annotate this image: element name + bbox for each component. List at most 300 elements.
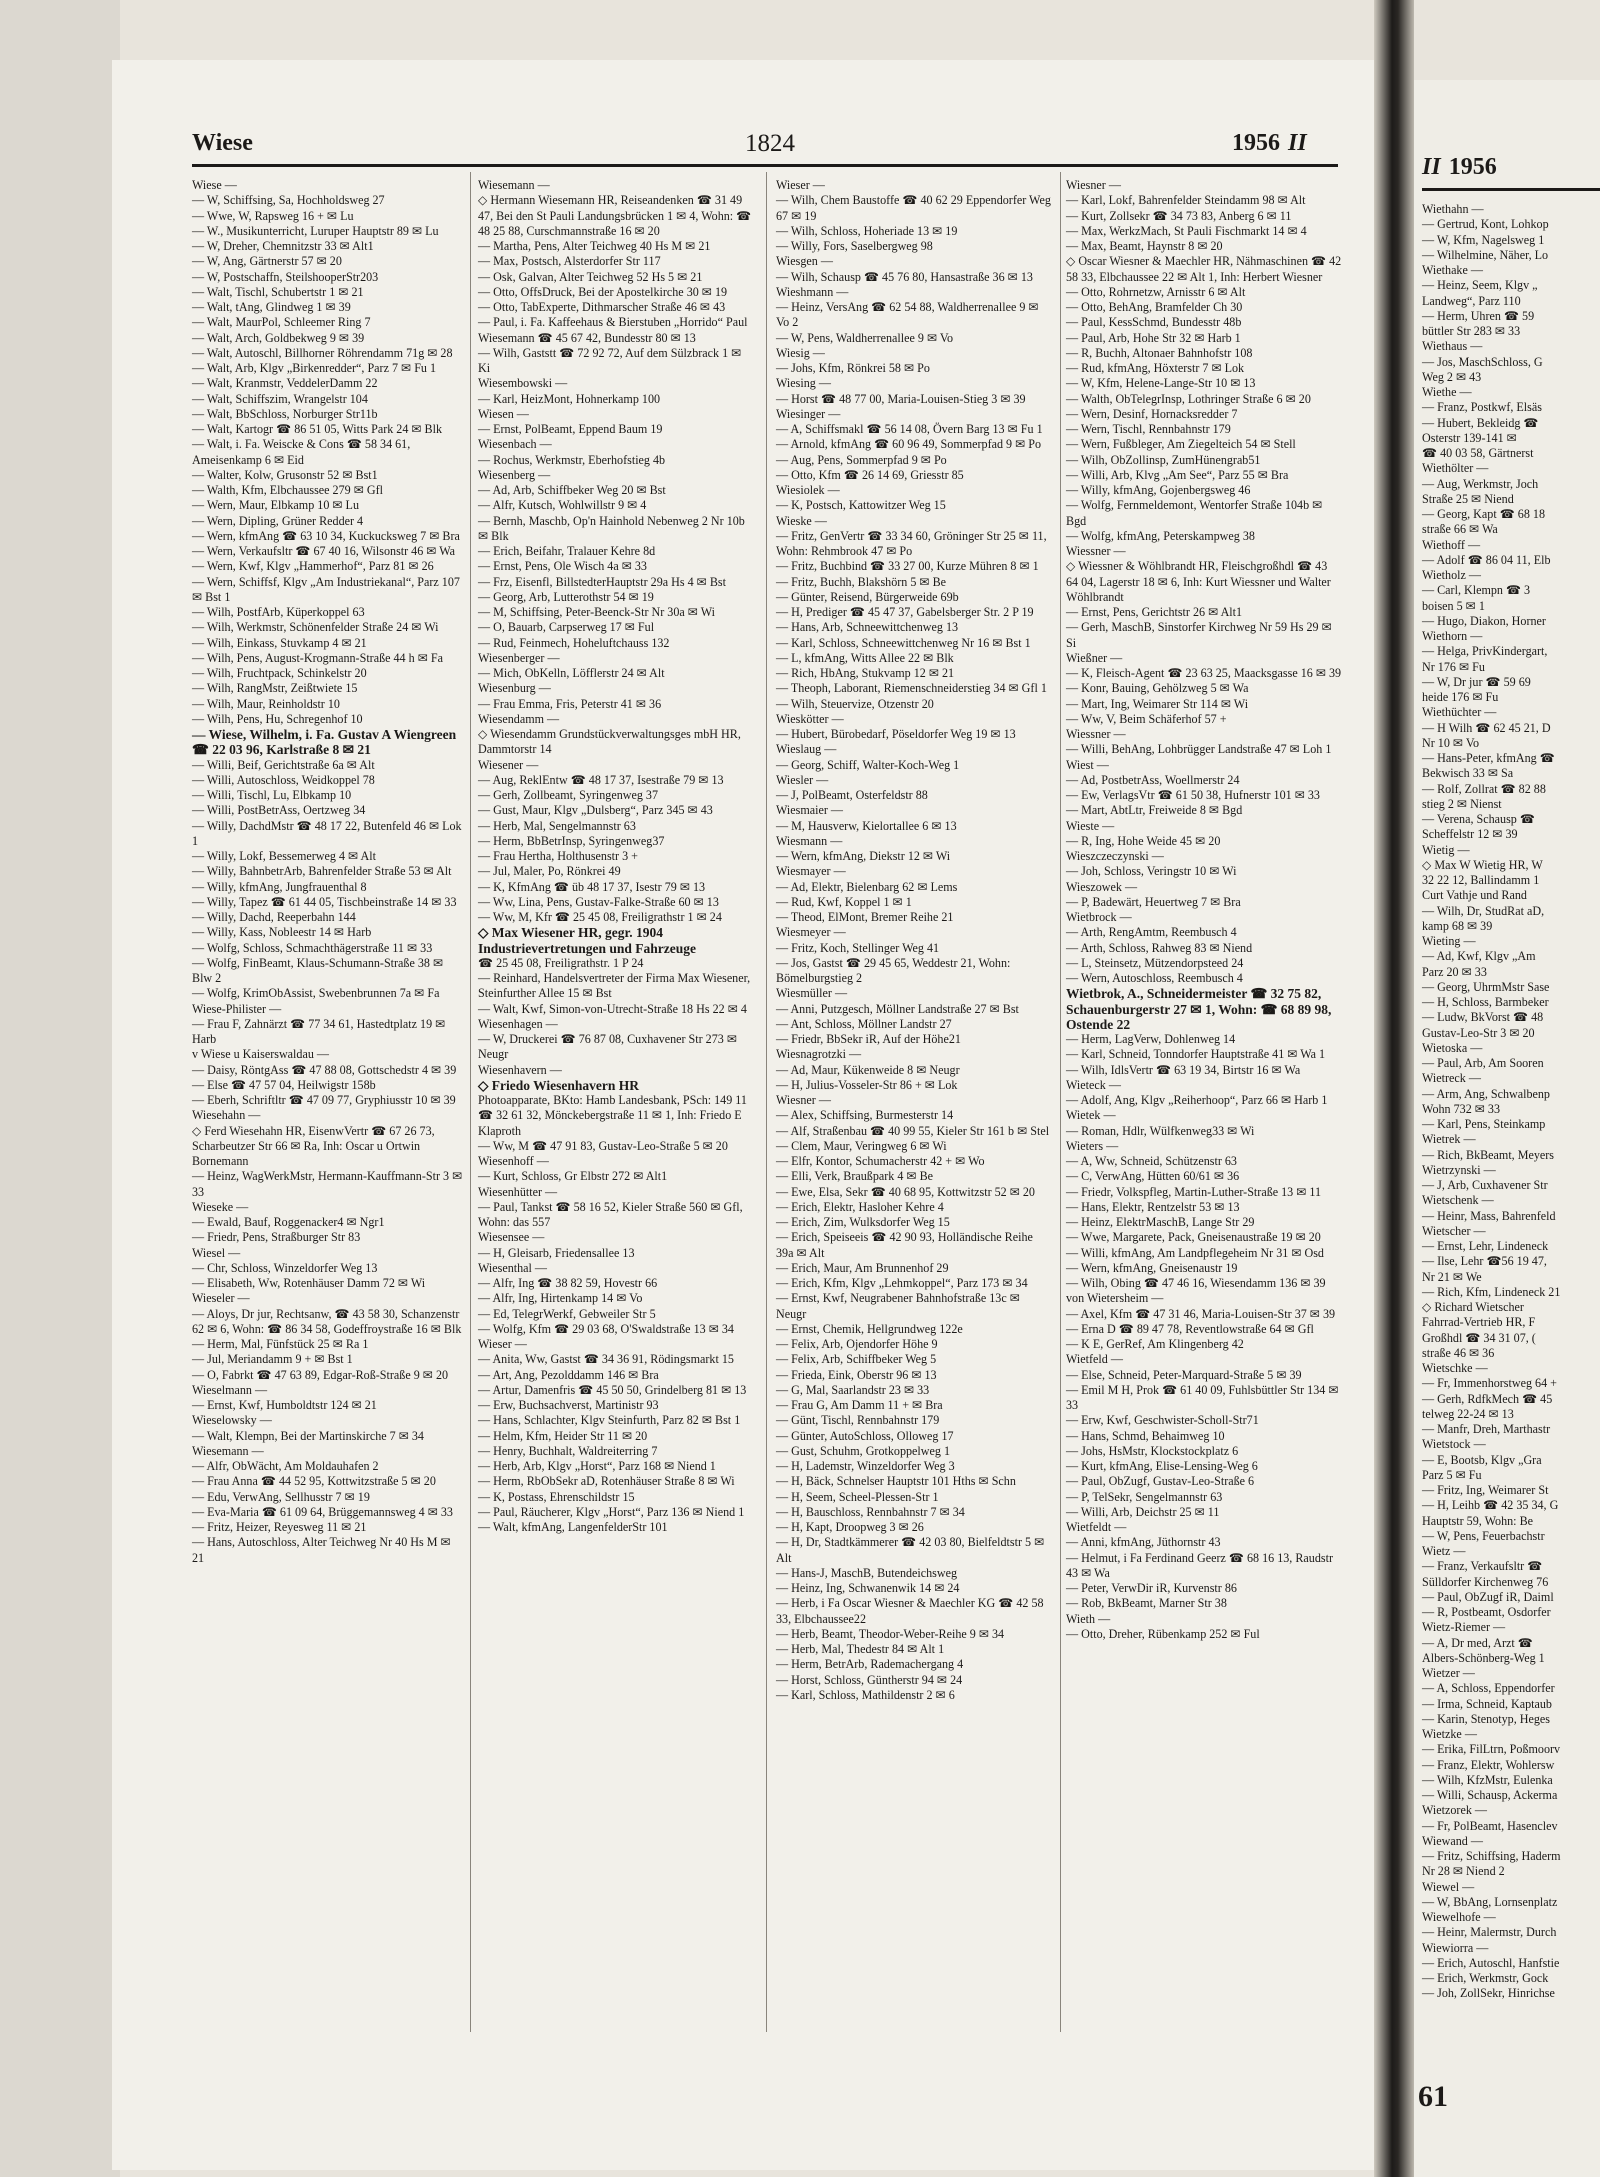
directory-entry: — Willi, kfmAng, Am Landpflegeheim Nr 31 ✉ Osd	[1066, 1245, 1324, 1260]
directory-entry: Wiesemann —	[478, 178, 550, 192]
directory-entry: — Gerh, MaschB, Sinstorfer Kirchweg Nr 59 Hs 29 ✉ Si	[1066, 620, 1332, 650]
directory-entry: — R, Buchh, Altonaer Bahnhofstr 108	[1066, 345, 1253, 360]
directory-entry: — Hans, Autoschloss, Alter Teichweg Nr 40 Hs M ✉ 21	[192, 1535, 451, 1565]
directory-entry: — Otto, Dreher, Rübenkamp 252 ✉ Ful	[1066, 1626, 1260, 1641]
directory-entry: — Max, Postsch, Alsterdorfer Str 117	[478, 254, 661, 269]
directory-entry: — W, Pens, Feuerbachstr	[1422, 1528, 1545, 1543]
directory-entry: — Heinz, Seem, Klgv „	[1422, 278, 1538, 293]
directory-entry: Wiethölter —	[1422, 461, 1489, 476]
directory-entry: — Gerh, Zollbeamt, Syringenweg 37	[478, 788, 659, 802]
directory-entry: — Ad, Elektr, Bielenbarg 62 ✉ Lems	[776, 879, 958, 894]
directory-entry: Wietoska —	[1422, 1040, 1483, 1055]
directory-entry: — Herb, Mal, Thedestr 84 ✉ Alt 1	[776, 1642, 945, 1656]
directory-entry: — Walth, Kfm, Elbchaussee 279 ✉ Gfl	[192, 483, 383, 497]
directory-entry: Wietreck —	[1422, 1071, 1481, 1086]
directory-entry: Wietfeldt —	[1066, 1520, 1127, 1534]
directory-entry: — O, Bauarb, Carpserweg 17 ✉ Ful	[478, 620, 655, 635]
directory-entry: Wiesel —	[192, 1245, 241, 1260]
directory-entry: — Wilh, Werkmstr, Schönenfelder Straße 24 ✉ Wi	[192, 620, 439, 635]
directory-entry: — Erich, Zim, Wulksdorfer Weg 15	[776, 1215, 950, 1229]
directory-entry: — Adolf, Ang, Klgv „Reiherhoop“, Parz 66 ✉ Harb 1	[1066, 1093, 1328, 1107]
directory-entry: — Fr, Immenhorstweg 64 +	[1422, 1376, 1557, 1391]
directory-entry: — Paul, ObZugf iR, Daiml	[1422, 1589, 1554, 1604]
directory-entry: — Fritz, GenVertr ☎ 33 34 60, Gröninger Str 25 ✉ 11, Wohn: Rehmbrook 47 ✉ Po	[776, 528, 1047, 558]
directory-entry: — Wern, Schiffsf, Klgv „Am Industriekanal“, Parz 107 ✉ Bst 1	[192, 574, 460, 604]
directory-entry: — Wolfg, Kfm ☎ 29 03 68, O'Swaldstraße 13 ✉ 34	[478, 1321, 734, 1336]
directory-entry: 32 22 12, Ballindamm 1	[1422, 873, 1540, 887]
directory-entry: — Herm, LagVerw, Dohlenweg 14	[1066, 1032, 1236, 1046]
directory-entry: — Irma, Schneid, Kaptaub	[1422, 1696, 1552, 1711]
directory-entry: — Walt, Arb, Klgv „Birkenredder“, Parz 7 ✉ Fu 1	[192, 361, 437, 375]
directory-entry: — Gertrud, Kont, Lohkop	[1422, 217, 1549, 232]
directory-entry: — Erw, Buchsachverst, Martinistr 93	[478, 1398, 659, 1412]
directory-entry: — Walt, kfmAng, LangenfelderStr 101	[478, 1520, 668, 1534]
directory-entry: — L, Steinsetz, Mützendorpsteed 24	[1066, 955, 1244, 970]
page-header-year	[1232, 130, 1307, 157]
next-page-footer: 61	[1418, 2080, 1448, 2113]
directory-entry: Wiesmann —	[776, 833, 843, 848]
directory-entry: — Frau Anna ☎ 44 52 95, Kottwitzstraße 5 ✉ 20	[192, 1474, 436, 1489]
directory-entry: — K, Fleisch-Agent ☎ 23 63 25, Maacksgasse 16 ✉ 39	[1066, 666, 1342, 680]
directory-entry: — Artur, Damenfris ☎ 45 50 50, Grindelberg 81 ✉ 13	[478, 1382, 747, 1397]
directory-entry: — Reinhard, Handelsvertreter der Firma Max Wiesener, Steinfurther Allee 15 ✉ Bst	[478, 971, 751, 1001]
directory-entry: — Willy, BahnbetrArb, Bahrenfelder Straße 53 ✉ Alt	[192, 864, 452, 879]
directory-entry: Wietbrok, A., Schneidermeister ☎ 32 75 82, Schauenburgerstr 27 ✉ 1, Wohn: ☎ 68 89 98, Ostende 22	[1066, 986, 1332, 1032]
directory-entry: — Hans, Arb, Schneewittchenweg 13	[776, 620, 959, 635]
directory-entry: — Willy, Fors, Saselbergweg 98	[776, 239, 933, 253]
directory-entry: — Willy, DachdMstr ☎ 48 17 22, Butenfeld 46 ✉ Lok 1	[192, 818, 462, 848]
directory-entry: — Walt, Schiffszim, Wrangelstr 104	[192, 391, 368, 406]
directory-entry: — W, BbAng, Lornsenplatz	[1422, 1894, 1558, 1909]
directory-entry: — Otto, TabExperte, Dithmarscher Straße 46 ✉ 43	[478, 300, 726, 314]
directory-entry: Wiethe —	[1422, 385, 1472, 399]
directory-entry: — Ewe, Elsa, Sekr ☎ 40 68 95, Kottwitzstr 52 ✉ 20	[776, 1184, 1035, 1199]
directory-entry: — Franz, Postkwf, Elsäs	[1422, 400, 1542, 415]
directory-entry: Wiewel —	[1422, 1879, 1475, 1894]
directory-entry: — Fr, PolBeamt, Hasenclev	[1422, 1818, 1558, 1833]
directory-entry: — Ww, V, Beim Schäferhof 57 +	[1066, 711, 1227, 726]
directory-entry: — Frau F, Zahnärzt ☎ 77 34 61, Hastedtplatz 19 ✉ Harb	[192, 1016, 446, 1046]
directory-entry: Osterstr 139-141 ✉	[1422, 430, 1517, 445]
directory-entry: — Roman, Hdlr, Wülfkenweg33 ✉ Wi	[1066, 1123, 1255, 1138]
directory-entry: — Otto, BehAng, Bramfelder Ch 30	[1066, 300, 1243, 314]
directory-entry: Wieshmann —	[776, 284, 849, 299]
directory-entry: — Wolfg, Schloss, Schmachthägerstraße 11 ✉ 33	[192, 940, 433, 955]
directory-entry: — Clem, Maur, Veringweg 6 ✉ Wi	[776, 1138, 947, 1153]
directory-entry: — Walt, Arch, Goldbekweg 9 ✉ 39	[192, 330, 365, 345]
directory-entry: Wiethaus —	[1422, 339, 1483, 354]
directory-entry: — E, Bootsb, Klgv „Gra	[1422, 1452, 1542, 1467]
next-page-rule	[1422, 188, 1600, 191]
directory-entry: — Joh, Schloss, Veringstr 10 ✉ Wi	[1066, 864, 1237, 879]
directory-entry: — Rob, BkBeamt, Marner Str 38	[1066, 1596, 1227, 1611]
directory-entry: — Mart, Ing, Weimarer Str 114 ✉ Wi	[1066, 696, 1249, 711]
directory-entry: Wiesendamm —	[478, 711, 560, 726]
directory-entry: — Hans-Peter, kfmAng ☎	[1422, 751, 1555, 765]
directory-entry: Wieters —	[1066, 1138, 1119, 1153]
directory-entry: Wietschenk —	[1422, 1193, 1494, 1208]
directory-entry: — Arth, RengAmtm, Reembusch 4	[1066, 925, 1237, 940]
directory-entry: — Walt, tAng, Glindweg 1 ✉ 39	[192, 300, 351, 314]
directory-entry: Wiesehahn —	[192, 1108, 261, 1123]
directory-entry: Wietstock —	[1422, 1437, 1486, 1452]
directory-entry: Wiewiorra —	[1422, 1940, 1489, 1955]
directory-entry: — Georg, Arb, Lutterothstr 54 ✉ 19	[478, 589, 654, 604]
directory-entry: — Herm, RbObSekr aD, Rotenhäuser Straße 8 ✉ Wi	[478, 1474, 735, 1489]
directory-entry: — C, VerwAng, Hütten 60/61 ✉ 36	[1066, 1169, 1240, 1184]
directory-entry: — Wilh, Dr, StudRat aD,	[1422, 903, 1545, 918]
directory-entry: — Wilh, ObZollinsp, ZumHünengrab51	[1066, 452, 1261, 467]
directory-entry: — P, TelSekr, Sengelmannstr 63	[1066, 1489, 1223, 1504]
directory-entry: — W, Schiffsing, Sa, Hochholdsweg 27	[192, 193, 385, 208]
directory-entry: Wietzke —	[1422, 1727, 1477, 1741]
directory-entry: Wiesnagrotzki —	[776, 1047, 862, 1062]
directory-entry: Wießner —	[1066, 650, 1123, 665]
directory-entry: — Walt, Klempn, Bei der Martinskirche 7 ✉ 34	[192, 1428, 424, 1443]
directory-entry: — Willy, kfmAng, Jungfrauenthal 8	[192, 879, 367, 894]
directory-entry: Nr 21 ✉ We	[1422, 1269, 1482, 1284]
directory-entry: — Ad, Arb, Schiffbeker Weg 20 ✉ Bst	[478, 483, 666, 497]
directory-entry: — Wwe, W, Rapsweg 16 + ✉ Lu	[192, 208, 354, 223]
directory-entry: Wiesmaier —	[776, 803, 844, 818]
directory-entry: ◇ Oscar Wiesner & Maechler HR, Nähmaschinen ☎ 42 58 33, Elbchaussee 22 ✉ Alt 1, Inh: Herbert Wiesner	[1066, 254, 1342, 284]
directory-entry: — Herm, BbBetrInsp, Syringenweg37	[478, 833, 665, 848]
directory-entry: — Erich, Maur, Am Brunnenhof 29	[776, 1260, 949, 1275]
directory-entry: — Erw, Kwf, Geschwister-Scholl-Str71	[1066, 1413, 1259, 1428]
directory-entry: — Walt, i. Fa. Weiscke & Cons ☎ 58 34 61, Ameisenkamp 6 ✉ Eid	[192, 437, 411, 467]
directory-entry: Wiesensee —	[478, 1230, 545, 1245]
page-number: 1824	[745, 130, 795, 157]
directory-entry: Wieseke —	[192, 1199, 249, 1214]
directory-entry: — H, Bäck, Schnelser Hauptstr 101 Hths ✉ Schn	[776, 1474, 1016, 1489]
directory-entry: — Manfr, Dreh, Marthastr	[1422, 1422, 1551, 1436]
directory-entry: — Willi, BehAng, Lohbrügger Landstraße 47 ✉ Loh 1	[1066, 742, 1332, 757]
directory-entry: Wiese-Philister —	[192, 1001, 282, 1016]
directory-entry: — Anni, kfmAng, Jüthornstr 43	[1066, 1535, 1221, 1550]
directory-entry: Wietscher —	[1422, 1223, 1486, 1238]
directory-entry: — H, Julius-Vosseler-Str 86 + ✉ Lok	[776, 1077, 958, 1092]
directory-entry: — Rud, Kwf, Koppel 1 ✉ 1	[776, 894, 912, 909]
directory-entry: — Wolfg, kfmAng, Peterskampweg 38	[1066, 528, 1255, 543]
directory-entry: — Aug, Pens, Sommerpfad 9 ✉ Po	[776, 452, 947, 467]
directory-entry: — Else ☎ 47 57 04, Heilwigstr 158b	[192, 1077, 376, 1092]
directory-entry: — Wolfg, FinBeamt, Klaus-Schumann-Straße 38 ✉ Blw 2	[192, 955, 444, 985]
directory-entry: — Wilhelmine, Näher, Lo	[1422, 247, 1549, 262]
header-rule	[192, 164, 1338, 167]
directory-entry: — Mart, AbtLtr, Freiweide 8 ✉ Bgd	[1066, 803, 1243, 818]
directory-entry: — G, Mal, Saarlandstr 23 ✉ 33	[776, 1382, 930, 1397]
directory-entry: — Walter, Kolw, Grusonstr 52 ✉ Bst1	[192, 467, 378, 482]
directory-entry: Wiesler —	[776, 772, 829, 787]
directory-entry: — Georg, Kapt ☎ 68 18	[1422, 507, 1545, 521]
directory-entry: — Heinz, Ing, Schwanenwik 14 ✉ 24	[776, 1581, 960, 1595]
directory-entry: — Gust, Maur, Klgv „Dulsberg“, Parz 345 ✉ 43	[478, 803, 713, 818]
directory-entry: — Felix, Arb, Schiffbeker Weg 5	[776, 1352, 937, 1367]
directory-entry: — Willi, Tischl, Lu, Elbkamp 10	[192, 788, 352, 802]
directory-entry: — Walt, MaurPol, Schleemer Ring 7	[192, 315, 371, 330]
directory-entry: Gustav-Leo-Str 3 ✉ 20	[1422, 1025, 1535, 1040]
directory-entry: büttler Str 283 ✉ 33	[1422, 324, 1521, 338]
directory-entry: — Art, Ang, Pezolddamm 146 ✉ Bra	[478, 1367, 659, 1382]
directory-entry: — Otto, OffsDruck, Bei der Apostelkirche 30 ✉ 19	[478, 284, 728, 299]
directory-entry: — Wilh, Einkass, Stuvkamp 4 ✉ 21	[192, 635, 367, 650]
directory-entry: — Konr, Bauing, Gehölzweg 5 ✉ Wa	[1066, 681, 1249, 696]
directory-entry: — Hans, Elektr, Rentzelstr 53 ✉ 13	[1066, 1199, 1240, 1214]
directory-entry: — L, kfmAng, Witts Allee 22 ✉ Blk	[776, 650, 954, 665]
directory-entry: v Wiese u Kaiserswaldau —	[192, 1047, 329, 1062]
directory-entry: — Willy, Tapez ☎ 61 44 05, Tischbeinstraße 14 ✉ 33	[192, 894, 457, 909]
directory-entry: — Ernst, Kwf, Humboldtstr 124 ✉ 21	[192, 1398, 377, 1412]
directory-entry: — Wilh, KfzMstr, Eulenka	[1422, 1772, 1553, 1787]
directory-entry: — Anni, Putzgesch, Möllner Landstraße 27 ✉ Bst	[776, 1001, 1019, 1016]
directory-entry: — Wilh, Schausp ☎ 45 76 80, Hansastraße 36 ✉ 13	[776, 269, 1033, 284]
directory-entry: Nr 176 ✉ Fu	[1422, 659, 1485, 674]
directory-entry: — Erich, Werkmstr, Gock	[1422, 1971, 1549, 1985]
directory-entry: — J, PolBeamt, Osterfeldstr 88	[776, 788, 928, 802]
directory-entry: — Walt, Autoschl, Billhorner Röhrendamm 71g ✉ 28	[192, 345, 453, 360]
directory-entry: Wiest —	[1066, 757, 1109, 772]
directory-entry: Wieth —	[1066, 1611, 1111, 1626]
directory-entry: — Wern, Fußbleger, Am Ziegelteich 54 ✉ Stell	[1066, 437, 1296, 452]
directory-entry: — Kurt, kfmAng, Elise-Lensing-Weg 6	[1066, 1459, 1258, 1473]
directory-entry: Bekwisch 33 ✉ Sa	[1422, 766, 1514, 781]
directory-entry: — Erich, Beifahr, Tralauer Kehre 8d	[478, 544, 656, 558]
directory-entry: — H, Prediger ☎ 45 47 37, Gabelsberger Str. 2 P 19	[776, 605, 1034, 619]
directory-entry: — Ad, Maur, Kükenweide 8 ✉ Neugr	[776, 1062, 960, 1077]
directory-entry: — Heinr, Mass, Bahrenfeld	[1422, 1208, 1556, 1223]
directory-entry: — Helmut, i Fa Ferdinand Geerz ☎ 68 16 13, Raudstr 43 ✉ Wa	[1066, 1550, 1333, 1580]
directory-entry: Photoapparate, BKto: Hamb Landesbank, PSch: 149 11 ☎ 32 61 32, Mönckebergstraße 11 ✉ 1, Inh: Friedo E Klaproth	[478, 1093, 747, 1138]
directory-entry: — Wern, Tischl, Rennbahnstr 179	[1066, 422, 1231, 436]
directory-entry: — Max, WerkzMach, St Pauli Fischmarkt 14 ✉ 4	[1066, 223, 1307, 238]
directory-entry: — Alf, Straßenbau ☎ 40 99 55, Kieler Str 161 b ✉ Stel	[776, 1123, 1050, 1138]
directory-entry: — Frau Emma, Fris, Peterstr 41 ✉ 36	[478, 696, 662, 711]
directory-entry: Fahrrad-Vertrieb HR, F	[1422, 1315, 1536, 1330]
directory-entry: — R, Postbeamt, Osdorfer	[1422, 1605, 1551, 1619]
directory-entry: — Eberh, Schriftltr ☎ 47 09 77, Gryphiusstr 10 ✉ 39	[192, 1093, 456, 1107]
directory-entry: boisen 5 ✉ 1	[1422, 598, 1485, 613]
directory-entry: — Rich, HbAng, Stukvamp 12 ✉ 21	[776, 666, 955, 680]
directory-entry: — Wilh, Obing ☎ 47 46 16, Wiesendamm 136 ✉ 39	[1066, 1276, 1326, 1290]
scan-edge	[0, 0, 120, 2177]
column-divider	[1060, 172, 1061, 2032]
directory-entry: — Paul, i. Fa. Kaffeehaus & Bierstuben „Horrido“ Paul Wiesemann ☎ 45 67 42, Bundesstr 80 ✉ 13	[478, 315, 748, 345]
directory-entry: Wiesener —	[478, 757, 539, 772]
directory-entry: — Paul, Arb, Am Sooren	[1422, 1056, 1544, 1070]
directory-entry: — Otto, Rohrnetzw, Arnisstr 6 ✉ Alt	[1066, 284, 1246, 299]
directory-entry: — Karl, Pens, Steinkamp	[1422, 1117, 1546, 1131]
directory-entry: kamp 68 ✉ 39	[1422, 918, 1493, 933]
directory-entry: — W, Dreher, Chemnitzstr 33 ✉ Alt1	[192, 239, 374, 253]
directory-entry: — Johs, Kfm, Rönkrei 58 ✉ Po	[776, 361, 930, 375]
directory-entry: — H, Leihb ☎ 42 35 34, G	[1422, 1498, 1559, 1513]
directory-entry: Wiesig —	[776, 345, 825, 360]
directory-entry: Wiesemann —	[192, 1443, 264, 1458]
directory-entry: — Walt, Kwf, Simon-von-Utrecht-Straße 18 Hs 22 ✉ 4	[478, 1001, 747, 1016]
column-divider	[766, 172, 767, 2032]
directory-entry: — Wern, kfmAng ☎ 63 10 34, Kuckucksweg 7 ✉ Bra	[192, 528, 460, 543]
directory-entry: — K, Postsch, Kattowitzer Weg 15	[776, 498, 946, 513]
directory-entry: — Theoph, Laborant, Riemenschneiderstieg 34 ✉ Gfl 1	[776, 681, 1047, 696]
directory-entry: — Rochus, Werkmstr, Eberhofstieg 4b	[478, 452, 666, 467]
directory-entry: — Willi, PostBetrAss, Oertzweg 34	[192, 803, 366, 818]
directory-entry: Wiesing —	[776, 376, 831, 391]
directory-entry: ☎ 25 45 08, Freiligrathstr. 1 P 24	[478, 955, 644, 970]
directory-entry: Wiesinger —	[776, 406, 841, 421]
directory-entry: — Aug, ReklEntw ☎ 48 17 37, Isestraße 79 ✉ 13	[478, 772, 724, 787]
directory-entry: stieg 2 ✉ Nienst	[1422, 796, 1502, 811]
directory-entry: — Hans-J, MaschB, Butendeichsweg	[776, 1565, 958, 1580]
directory-entry: — Ernst, Chemik, Hellgrundweg 122e	[776, 1321, 963, 1336]
directory-entry: — H Wilh ☎ 62 45 21, D	[1422, 720, 1551, 735]
directory-entry: Wiesgen —	[776, 254, 833, 269]
directory-entry: — Wilh, Pens, Hu, Schregenhof 10	[192, 711, 363, 726]
directory-entry: — Wern, Autoschloss, Reembusch 4	[1066, 971, 1243, 985]
directory-entry: Wietschke —	[1422, 1361, 1488, 1375]
directory-entry: — Herb, Mal, Sengelmannstr 63	[478, 818, 636, 833]
directory-entry: Wiesenthal —	[478, 1260, 548, 1275]
directory-entry: — Ew, VerlagsVtr ☎ 61 50 38, Hufnerstr 101 ✉ 33	[1066, 788, 1320, 802]
directory-entry: Wiesner —	[1066, 178, 1121, 192]
directory-entry: — Arnold, kfmAng ☎ 60 96 49, Sommerpfad 9 ✉ Po	[776, 437, 1042, 452]
directory-entry: — Ww, M ☎ 47 91 83, Gustav-Leo-Straße 5 ✉ 20	[478, 1138, 728, 1153]
directory-entry: — Karl, HeizMont, Hohnerkamp 100	[478, 391, 661, 406]
directory-entry: Wieske —	[776, 513, 827, 528]
directory-entry: — Walt, Kartogr ☎ 86 51 05, Witts Park 24 ✉ Blk	[192, 422, 443, 436]
directory-entry: — Aloys, Dr jur, Rechtsanw, ☎ 43 58 30, Schanzenstr 62 ✉ 6, Wohn: ☎ 86 34 58, Godeffroystraße 16 ✉ Blk	[192, 1306, 462, 1336]
directory-entry: Curt Vathje und Rand	[1422, 888, 1527, 903]
directory-entry: Großhdl ☎ 34 31 07, (	[1422, 1330, 1536, 1345]
directory-entry: — Paul, Tankst ☎ 58 16 52, Kieler Straße 560 ✉ Gfl, Wohn: das 557	[478, 1199, 743, 1229]
directory-entry: — Paul, ObZugf, Gustav-Leo-Straße 6	[1066, 1474, 1255, 1489]
directory-entry: Wietrzynski —	[1422, 1162, 1496, 1177]
directory-entry: — Wern, Desinf, Hornacksredder 7	[1066, 406, 1238, 421]
directory-entry: — W, Kfm, Helene-Lange-Str 10 ✉ 13	[1066, 376, 1256, 391]
directory-entry: Straße 25 ✉ Niend	[1422, 491, 1514, 506]
directory-entry: — Frz, Eisenfl, BillstedterHauptstr 29a Hs 4 ✉ Bst	[478, 574, 726, 589]
directory-entry: — Erich, Kfm, Klgv „Lehmkoppel“, Parz 173 ✉ 34	[776, 1276, 1028, 1290]
directory-entry: — Kurt, Schloss, Gr Elbstr 272 ✉ Alt1	[478, 1169, 668, 1184]
directory-entry: — Rud, kfmAng, Höxterstr 7 ✉ Lok	[1066, 361, 1245, 375]
directory-entry: — A, Ww, Schneid, Schützenstr 63	[1066, 1154, 1237, 1168]
directory-entry: — Jul, Meriandamm 9 + ✉ Bst 1	[192, 1352, 353, 1367]
directory-entry: — Friedr, Volkspfleg, Martin-Luther-Straße 13 ✉ 11	[1066, 1184, 1322, 1199]
directory-entry: Sülldorfer Kirchenweg 76	[1422, 1574, 1549, 1589]
directory-entry: Wieseler —	[192, 1291, 250, 1306]
directory-entry: — Wilh, Gaststt ☎ 72 92 72, Auf dem Sülzbrack 1 ✉ Ki	[478, 345, 742, 375]
directory-entry: — Gerh, RdfkMech ☎ 45	[1422, 1391, 1553, 1406]
directory-entry: Wiesmeyer —	[776, 925, 846, 940]
directory-entry: Parz 20 ✉ 33	[1422, 964, 1487, 979]
directory-entry: — Bernh, Maschb, Op'n Hainhold Nebenweg 2 Nr 10b ✉ Blk	[478, 513, 745, 543]
directory-entry: — Peter, VerwDir iR, Kurvenstr 86	[1066, 1581, 1237, 1595]
column-divider	[470, 172, 471, 2032]
directory-entry: — J, Arb, Cuxhavener Str	[1422, 1178, 1548, 1192]
directory-entry: — Aug, Werkmstr, Joch	[1422, 476, 1539, 491]
directory-entry: — Arth, Schloss, Rahweg 83 ✉ Niend	[1066, 940, 1253, 955]
directory-entry: — Edu, VerwAng, Sellhusstr 7 ✉ 19	[192, 1489, 370, 1504]
directory-entry: — Ernst, Pens, Gerichtstr 26 ✉ Alt1	[1066, 605, 1243, 619]
directory-entry: Wietfeld —	[1066, 1352, 1123, 1367]
directory-entry: — Fritz, Buchh, Blakshörn 5 ✉ Be	[776, 574, 947, 589]
directory-entry: ◇ Wiesendamm Grundstückverwaltungsges mbH HR, Dammtorstr 14	[478, 727, 741, 757]
directory-entry: — Willi, Arb, Deichstr 25 ✉ 11	[1066, 1504, 1220, 1519]
directory-entry: ◇ Hermann Wiesemann HR, Reiseandenken ☎ 31 49 47, Bei den St Pauli Landungsbrücken 1 ✉ 4, Wohn: ☎ 48 25 88, Curschmannstraße 16 ✉ 20	[478, 193, 752, 238]
directory-entry: ◇ Friedo Wiesenhavern HR	[478, 1077, 640, 1093]
directory-entry: — Ernst, Kwf, Neugrabener Bahnhofstraße 13c ✉ Neugr	[776, 1291, 1020, 1321]
directory-entry: — Friedr, Pens, Straßburger Str 83	[192, 1230, 361, 1245]
directory-entry: ◇ Max W Wietig HR, W	[1422, 857, 1543, 872]
directory-entry: Wieszowek —	[1066, 879, 1138, 894]
directory-entry: — Wern, Kwf, Klgv „Hammerhof“, Parz 81 ✉ 26	[192, 559, 434, 574]
directory-entry: — Ed, TelegrWerkf, Gebweiler Str 5	[478, 1306, 656, 1321]
directory-column-2	[478, 178, 754, 1535]
directory-entry: — A, Dr med, Arzt ☎	[1422, 1635, 1533, 1650]
directory-entry: — Anita, Ww, Gastst ☎ 34 36 91, Rödingsmarkt 15	[478, 1352, 734, 1367]
directory-entry: — Günt, Tischl, Rennbahnstr 179	[776, 1413, 940, 1428]
directory-entry: — W, Ang, Gärtnerstr 57 ✉ 20	[192, 254, 342, 269]
page-header-keyword: Wiese	[192, 130, 253, 156]
directory-entry: Wiesenburg —	[478, 681, 551, 696]
directory-entry: — Friedr, BbSekr iR, Auf der Höhe21	[776, 1032, 961, 1046]
directory-entry: Albers-Schönberg-Weg 1	[1422, 1650, 1545, 1665]
directory-entry: — Wilh, Fruchtpack, Schinkelstr 20	[192, 666, 367, 680]
directory-entry: Wiesenhoff —	[478, 1154, 549, 1168]
directory-entry: Wietig —	[1422, 842, 1470, 857]
directory-entry: Wieslaug —	[776, 742, 837, 757]
directory-entry: — Herb, Beamt, Theodor-Weber-Reihe 9 ✉ 34	[776, 1626, 1005, 1641]
directory-entry: — Willy, Kass, Nobleestr 14 ✉ Harb	[192, 925, 372, 940]
directory-entry: Wietbrock —	[1066, 910, 1132, 924]
directory-entry: — Ernst, PolBeamt, Eppend Baum 19	[478, 422, 663, 436]
directory-entry: Scheffelstr 12 ✉ 39	[1422, 827, 1518, 842]
directory-entry: — Walth, ObTelegrInsp, Lothringer Straße 6 ✉ 20	[1066, 391, 1311, 406]
directory-entry: Wiesenhagen —	[478, 1016, 558, 1031]
directory-entry: — K, Postass, Ehrenschildstr 15	[478, 1489, 635, 1504]
next-page-column	[1422, 202, 1600, 2002]
directory-entry: — Wilh, Schloss, Hoheriade 13 ✉ 19	[776, 223, 958, 238]
directory-column-1	[192, 178, 464, 1566]
directory-entry: Wiesembowski —	[478, 376, 568, 391]
directory-entry: Wieser —	[478, 1337, 527, 1351]
directory-entry: — Wern, Dipling, Grüner Redder 4	[192, 513, 364, 528]
directory-entry: — Elfr, Kontor, Schumacherstr 42 + ✉ Wo	[776, 1154, 985, 1168]
directory-entry: ☎ 40 03 58, Gärtnerst	[1422, 446, 1534, 460]
directory-entry: — W., Musikunterricht, Luruper Hauptstr 89 ✉ Lu	[192, 223, 439, 238]
directory-entry: — Rud, Feinmech, Hoheluftchauss 132	[478, 635, 670, 650]
directory-entry: — Willy, Lokf, Bessemerweg 4 ✉ Alt	[192, 849, 376, 863]
directory-entry: Wiesenberger —	[478, 650, 560, 665]
directory-entry: — H, Schloss, Barmbeker	[1422, 995, 1549, 1009]
directory-entry: Wieselowsky —	[192, 1413, 272, 1428]
directory-entry: — Ww, Lina, Pens, Gustav-Falke-Straße 60 ✉ 13	[478, 894, 719, 909]
directory-entry: — Osk, Galvan, Alter Teichweg 52 Hs 5 ✉ 21	[478, 269, 703, 284]
directory-entry: Landweg“, Parz 110	[1422, 293, 1521, 308]
directory-entry: — Wern, kfmAng, Diekstr 12 ✉ Wi	[776, 849, 951, 863]
directory-entry: Wietholz —	[1422, 568, 1481, 582]
directory-entry: — W, Druckerei ☎ 76 87 08, Cuxhavener Str 273 ✉ Neugr	[478, 1032, 737, 1062]
directory-entry: — Chr, Schloss, Winzeldorfer Weg 13	[192, 1260, 378, 1275]
directory-entry: — Paul, Arb, Hohe Str 32 ✉ Harb 1	[1066, 330, 1241, 345]
directory-entry: Wieting —	[1422, 934, 1476, 948]
directory-entry: — Herb, Arb, Klgv „Horst“, Parz 168 ✉ Niend 1	[478, 1459, 716, 1473]
directory-entry: — Ludw, BkVorst ☎ 48	[1422, 1010, 1544, 1025]
directory-entry: Wiesner —	[776, 1093, 831, 1107]
directory-entry: — Johs, HsMstr, Klockstockplatz 6	[1066, 1443, 1239, 1458]
directory-entry: Wiesen —	[478, 406, 529, 421]
directory-entry: — Willi, Beif, Gerichtstraße 6a ✉ Alt	[192, 757, 375, 772]
directory-entry: — Erika, FilLtrn, Poßmoorv	[1422, 1742, 1561, 1757]
